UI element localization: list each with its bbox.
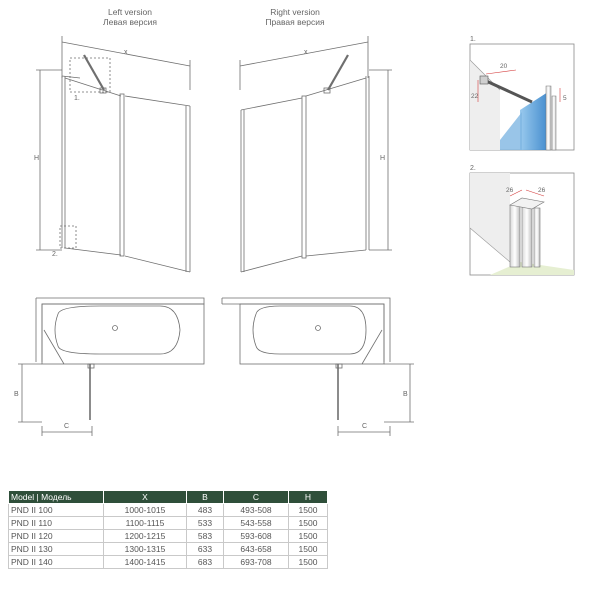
cell-x: 1100-1115 — [104, 517, 187, 530]
cell-model: PND II 120 — [9, 530, 104, 543]
cell-h: 1500 — [289, 504, 328, 517]
cell-h: 1500 — [289, 543, 328, 556]
header-c: C — [224, 491, 289, 504]
right-plan-view — [222, 298, 414, 436]
detail-2-panel — [470, 173, 574, 275]
right-b-label: B — [403, 391, 408, 398]
cell-h: 1500 — [289, 556, 328, 569]
cell-model: PND II 100 — [9, 504, 104, 517]
cell-b: 533 — [187, 517, 224, 530]
right-c-label: C — [362, 423, 368, 430]
detail-1-dim-left: 22 — [471, 93, 479, 100]
left-x-label: x — [124, 49, 128, 56]
table-row — [9, 556, 328, 569]
cell-h: 1500 — [289, 517, 328, 530]
detail-1-dim-top: 20 — [500, 63, 508, 70]
table-row — [9, 504, 328, 517]
cell-b: 583 — [187, 530, 224, 543]
left-version-en: Left version — [108, 7, 152, 17]
table-row — [9, 543, 328, 556]
right-h-label: H — [380, 155, 386, 162]
cell-x: 1200-1215 — [104, 530, 187, 543]
table-row — [9, 530, 328, 543]
cell-c: 643-658 — [224, 543, 289, 556]
left-version-ru: Левая версия — [103, 17, 157, 27]
table-row — [9, 517, 328, 530]
right-x-label: x — [304, 49, 308, 56]
left-h-label: H — [34, 155, 40, 162]
detail-1-dim-right: 5 — [563, 95, 567, 102]
header-h: H — [289, 491, 328, 504]
cell-c: 593-608 — [224, 530, 289, 543]
cell-x: 1300-1315 — [104, 543, 187, 556]
detail-2-dim-a: 26 — [506, 187, 514, 194]
specs-table — [8, 490, 328, 569]
detail-1-panel — [470, 44, 574, 150]
left-plan-view — [18, 298, 204, 436]
cell-b: 633 — [187, 543, 224, 556]
detail-2-dim-b: 26 — [538, 187, 546, 194]
detail-2-label: 2. — [470, 165, 476, 172]
detail-1-label: 1. — [470, 36, 476, 43]
left-elevation — [36, 36, 190, 272]
right-version-ru: Правая версия — [265, 17, 325, 27]
cell-model: PND II 130 — [9, 543, 104, 556]
left-ref1-label: 1. — [74, 95, 80, 102]
cell-c: 543-558 — [224, 517, 289, 530]
header-b: B — [187, 491, 224, 504]
cell-model: PND II 110 — [9, 517, 104, 530]
right-version-en: Right version — [270, 7, 320, 17]
header-model: Model | Модель — [9, 491, 104, 504]
cell-c: 493-508 — [224, 504, 289, 517]
cell-x: 1000-1015 — [104, 504, 187, 517]
specs-header-row — [9, 491, 328, 504]
cell-model: PND II 140 — [9, 556, 104, 569]
left-c-label: C — [64, 423, 70, 430]
left-ref2-label: 2. — [52, 251, 58, 258]
cell-b: 483 — [187, 504, 224, 517]
cell-h: 1500 — [289, 530, 328, 543]
header-x: X — [104, 491, 187, 504]
cell-x: 1400-1415 — [104, 556, 187, 569]
right-elevation — [240, 36, 392, 272]
cell-c: 693-708 — [224, 556, 289, 569]
left-b-label: B — [14, 391, 19, 398]
cell-b: 683 — [187, 556, 224, 569]
